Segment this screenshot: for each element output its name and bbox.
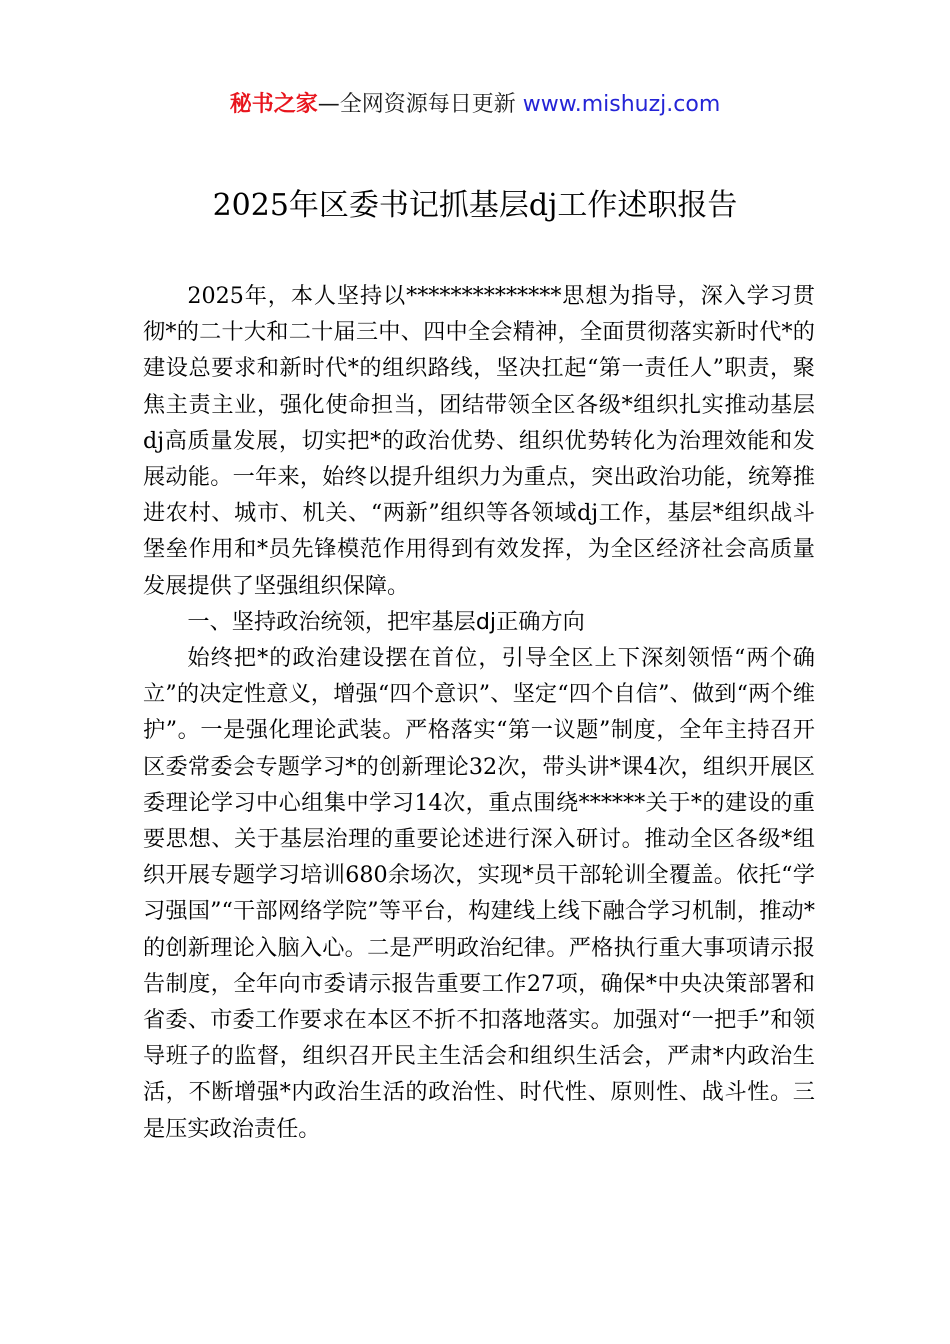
section-heading: 一、坚持政治统领，把牢基层dj正确方向 [187, 608, 585, 635]
site-brand: 秘书之家 [229, 92, 318, 117]
site-tagline: —全网资源每日更新 [317, 92, 516, 117]
intro-paragraph: 2025年，本人坚持以**************思想为指导，深入学习贯彻*的二十大和二十届三中、四中全会精神，全面贯彻落实新时代*的建设总要求和新时代*的组织路线，坚决扛起“第一责任人”职责，聚焦主责主业，强化使命担当，团结带领全区各级*组织扎实推动基层dj高质量发展，切实把*的政治优势、组织优势转化为治理效能和发展动能。一年来，始终以提升组织力为重点，突出政治功能，统筹推进农村、城市、机关、“两新”组织等各领域dj工作，基层*组织战斗堡垒作用和*员先锋模范作用得到有效发挥，为全区经济社会高质量发展提供了坚强组织保障。 [143, 283, 815, 599]
site-url-link[interactable]: www.mishuzj.com [522, 92, 721, 117]
document-title: 2025年区委书记抓基层dj工作述职报告 [212, 188, 738, 223]
section-paragraph: 始终把*的政治建设摆在首位，引导全区上下深刻领悟“两个确立”的决定性意义，增强“四个意识”、坚定“四个自信”、做到“两个维护”。一是强化理论武装。严格落实“第一议题”制度，全年主持召开区委常委会专题学习*的创新理论32次，带头讲*课4次，组织开展区委理论学习中心组集中学习14次，重点围绕******关于*的建设的重要思想、关于基层治理的重要论述进行深入研讨。推动全区各级*组织开展专题学习培训680余场次，实现*员干部轮训全覆盖。依托“学习强国”“干部网络学院”等平台，构建线上线下融合学习机制，推动*的创新理论入脑入心。二是严明政治纪律。严格执行重大事项请示报告制度，全年向市委请示报告重要工作27项，确保*中央决策部署和省委、市委工作要求在本区不折不扣落地落实。加强对“一把手”和领导班子的监督，组织召开民主生活会和组织生活会，严肃*内政治生活，不断增强*内政治生活的政治性、时代性、原则性、战斗性。三是压实政治责任。 [143, 645, 815, 1142]
site-header [0, 88, 950, 122]
document-body [143, 278, 815, 1147]
